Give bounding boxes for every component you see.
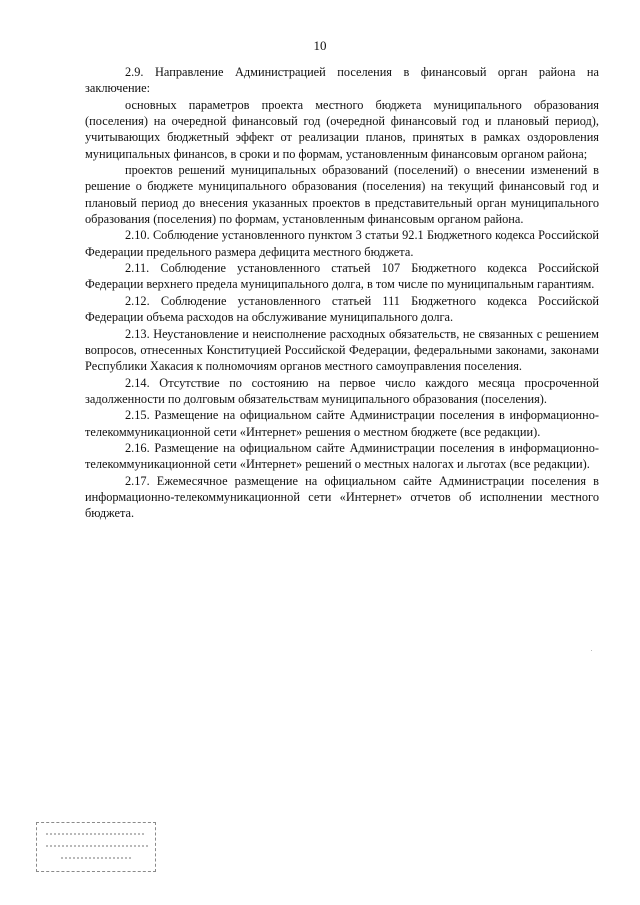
document-body (85, 64, 599, 522)
paragraph-2-17: 2.17. Ежемесячное размещение на официальном сайте Администрации поселения в информационно-телекоммуникационной сети «Интернет» отчетов об исполнении местного бюджета. (85, 473, 599, 521)
paragraph-2-15: 2.15. Размещение на официальном сайте Администрации поселения в информационно-телекоммуникационной сети «Интернет» решения о местном бюджете (все редакции). (85, 408, 599, 439)
stamp-line (61, 857, 131, 859)
copy-stamp (36, 822, 156, 872)
paragraph-2-10: 2.10. Соблюдение установленного пунктом 3 статьи 92.1 Бюджетного кодекса Российской Федерации предельного размера дефицита местного бюджета. (85, 228, 599, 259)
stamp-line (46, 833, 146, 835)
paragraph-2-9-item-1: основных параметров проекта местного бюджета муниципального образования (поселения) на очередной финансовый год (очередной финансовый год и плановый период), учитывающих бюджетный эффект от реализации планов, принятых в рамках оздоровления муниципальных финансов, в сроки и по формам, установленным финансовым органом района; (85, 97, 599, 161)
paragraph-2-9: 2.9. Направление Администрацией поселения в финансовый орган района на заключение: (85, 65, 599, 96)
page-number: 10 (313, 38, 327, 53)
scan-artifact (591, 650, 592, 651)
paragraph-2-12: 2.12. Соблюдение установленного статьей 111 Бюджетного кодекса Российской Федерации объема расходов на обслуживание муниципального долга. (85, 293, 599, 325)
paragraph-2-14: 2.14. Отсутствие по состоянию на первое число каждого месяца просроченной задолженности по долговым обязательствам муниципального образования (поселения). (85, 375, 599, 406)
paragraph-2-16: 2.16. Размещение на официальном сайте Администрации поселения в информационно-телекоммуникационной сети «Интернет» решений о местных налогах и льготах (все редакции). (85, 440, 599, 472)
paragraph-2-11: 2.11. Соблюдение установленного статьей 107 Бюджетного кодекса Российской Федерации верхнего предела муниципального долга, в том числе по муниципальным гарантиям. (85, 261, 599, 292)
paragraph-2-13: 2.13. Неустановление и неисполнение расходных обязательств, не связанных с решением вопросов, отнесенных Конституцией Российской Федерации, федеральными законами, законами Республики Хакасия к полномочиям органов местного самоуправления поселения. (85, 326, 599, 374)
paragraph-2-9-item-2: проектов решений муниципальных образований (поселений) о внесении изменений в решение о бюджете муниципального образования (поселения) на текущий финансовый год и плановый период до внесения указанных проектов в представительный орган муниципального образования (поселения) по формам, установленным финансовым органом района. (85, 163, 599, 227)
stamp-line (46, 845, 150, 847)
